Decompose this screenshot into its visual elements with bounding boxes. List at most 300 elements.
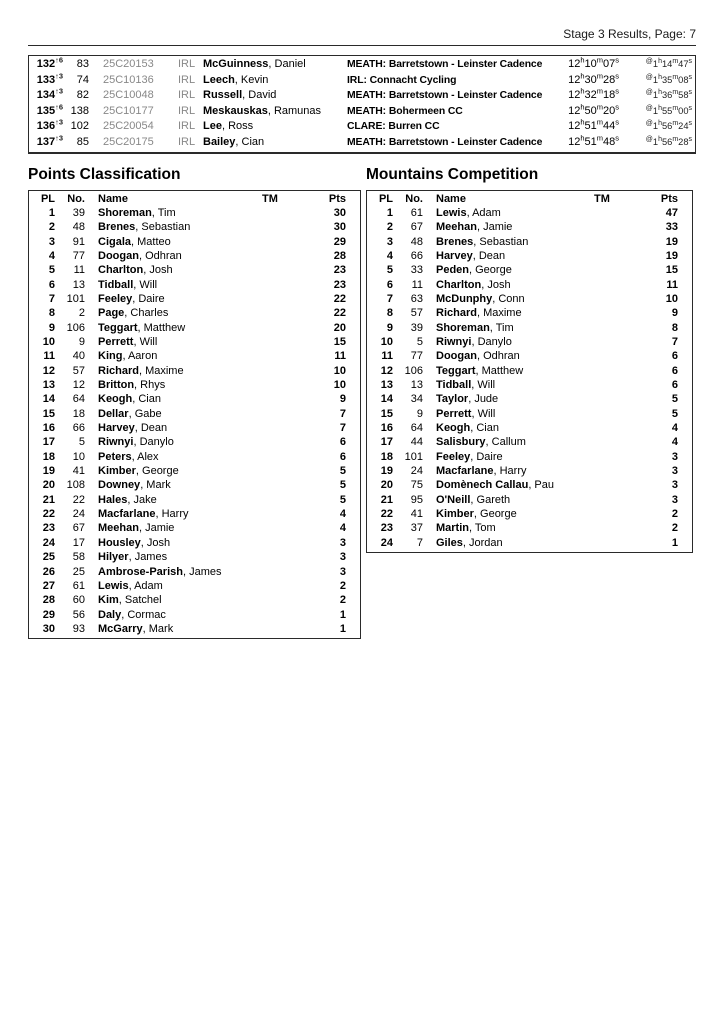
rider-place: $135^{↑6}$ bbox=[36, 102, 63, 117]
points-row bbox=[29, 536, 360, 550]
rider-bib: 83 bbox=[76, 58, 89, 70]
mountains-value: 9 bbox=[671, 307, 678, 320]
mountains-value: 19 bbox=[665, 249, 678, 262]
time-gap: @1$^h$56$^m$28$^s$ bbox=[645, 135, 692, 147]
rider-name: Bailey, Cian bbox=[203, 135, 265, 148]
mountains-team bbox=[594, 493, 646, 507]
points-place: 10 bbox=[42, 336, 55, 348]
points-table-header bbox=[29, 192, 360, 206]
points-team bbox=[262, 550, 314, 564]
points-team bbox=[262, 263, 314, 277]
mountains-value: 5 bbox=[671, 407, 678, 420]
finish-time: 12$^h$10$^m$07$^s$ bbox=[568, 55, 619, 70]
mountains-value: 3 bbox=[671, 479, 678, 492]
mountains-place: 8 bbox=[386, 307, 393, 320]
mountains-place: 18 bbox=[380, 450, 393, 463]
points-bib: 77 bbox=[72, 249, 85, 262]
points-rider-name: Meehan, Jamie bbox=[98, 522, 175, 535]
header-name: Name bbox=[436, 192, 466, 205]
points-bib: 66 bbox=[72, 422, 85, 435]
finish-time: 12$^h$51$^m$48$^s$ bbox=[568, 133, 619, 148]
points-team bbox=[262, 206, 314, 220]
points-place: 24 bbox=[42, 536, 55, 549]
points-bib: 25 bbox=[72, 565, 85, 578]
rider-name: Meskauskas, Ramunas bbox=[203, 104, 322, 117]
points-bib: 22 bbox=[72, 493, 85, 506]
rider-license: 25C10136 bbox=[103, 73, 154, 86]
points-row bbox=[29, 593, 360, 607]
rider-nationality: IRL bbox=[178, 135, 196, 148]
place-change-indicator: ↑6 bbox=[55, 102, 63, 112]
points-value: 28 bbox=[333, 249, 346, 262]
points-value: 11 bbox=[334, 350, 346, 363]
mountains-bib: 95 bbox=[410, 493, 423, 506]
mountains-row bbox=[367, 335, 692, 349]
mountains-row bbox=[367, 435, 692, 449]
mountains-value: 6 bbox=[671, 379, 678, 392]
points-rider-name: Richard, Maxime bbox=[98, 364, 184, 377]
mountains-rider-name: O'Neill, Gareth bbox=[436, 493, 511, 506]
mountains-rider-name: Harvey, Dean bbox=[436, 249, 506, 262]
points-team bbox=[262, 507, 314, 521]
points-place: 1 bbox=[48, 206, 55, 219]
points-rider-name: Perrett, Will bbox=[98, 336, 158, 348]
points-value: 4 bbox=[339, 508, 346, 521]
mountains-row bbox=[367, 421, 692, 435]
stage-result-row bbox=[29, 88, 695, 104]
points-value: 22 bbox=[333, 292, 346, 305]
points-bib: 10 bbox=[72, 450, 85, 463]
points-rider-name: Tidball, Will bbox=[98, 278, 158, 291]
mountains-row bbox=[367, 450, 692, 464]
mountains-rider-name: Domènech Callau, Pau bbox=[436, 479, 554, 492]
header-no: No. bbox=[405, 192, 423, 205]
points-row bbox=[29, 507, 360, 521]
rider-license: 25C20175 bbox=[103, 135, 154, 148]
points-place: 4 bbox=[48, 249, 55, 262]
points-value: 5 bbox=[339, 493, 346, 506]
points-place: 8 bbox=[48, 307, 55, 320]
mountains-team bbox=[594, 478, 646, 492]
points-team bbox=[262, 435, 314, 449]
mountains-team bbox=[594, 306, 646, 320]
mountains-bib: 106 bbox=[404, 364, 423, 377]
rider-bib: 138 bbox=[70, 104, 89, 117]
points-place: 9 bbox=[48, 321, 55, 334]
points-team bbox=[262, 608, 314, 622]
points-value: 1 bbox=[339, 622, 346, 635]
mountains-bib: 44 bbox=[410, 436, 423, 449]
points-value: 10 bbox=[333, 379, 346, 392]
points-bib: 17 bbox=[72, 536, 85, 549]
points-row bbox=[29, 622, 360, 636]
mountains-rider-name: Macfarlane, Harry bbox=[436, 465, 527, 478]
mountains-team bbox=[594, 435, 646, 449]
mountains-row bbox=[367, 306, 692, 320]
rider-team: MEATH: Barretstown - Leinster Cadence bbox=[347, 136, 543, 148]
points-bib: 24 bbox=[72, 508, 85, 521]
mountains-team bbox=[594, 521, 646, 535]
mountains-place: 21 bbox=[380, 493, 393, 506]
points-value: 4 bbox=[339, 522, 346, 535]
mountains-place: 10 bbox=[380, 336, 393, 348]
mountains-value: 3 bbox=[671, 465, 678, 478]
points-value: 7 bbox=[339, 407, 346, 420]
page-header bbox=[28, 0, 696, 46]
mountains-row bbox=[367, 493, 692, 507]
points-bib: 13 bbox=[72, 278, 85, 291]
points-team bbox=[262, 306, 314, 320]
points-rider-name: Kim, Satchel bbox=[98, 594, 162, 607]
points-place: 27 bbox=[42, 579, 55, 592]
rider-place: $133^{↑3}$ bbox=[36, 70, 63, 86]
mountains-value: 4 bbox=[671, 422, 678, 435]
rider-bib: 74 bbox=[76, 73, 89, 86]
points-rider-name: Lewis, Adam bbox=[98, 579, 163, 592]
rider-team: IRL: Connacht Cycling bbox=[347, 74, 457, 86]
rider-nationality: IRL bbox=[178, 89, 196, 102]
points-place: 25 bbox=[42, 551, 55, 564]
mountains-row bbox=[367, 292, 692, 306]
points-rider-name: Daly, Cormac bbox=[98, 608, 166, 621]
mountains-team bbox=[594, 220, 646, 234]
points-bib: 18 bbox=[72, 407, 85, 420]
points-bib: 108 bbox=[66, 479, 85, 492]
place-change-indicator: ↑3 bbox=[55, 117, 63, 127]
mountains-value: 5 bbox=[671, 393, 678, 406]
mountains-place: 6 bbox=[386, 278, 393, 291]
points-value: 6 bbox=[339, 450, 346, 463]
mountains-team bbox=[594, 450, 646, 464]
mountains-row bbox=[367, 378, 692, 392]
place-change-indicator: ↑3 bbox=[55, 70, 63, 80]
mountains-value: 1 bbox=[671, 536, 678, 549]
mountains-rider-name: Shoreman, Tim bbox=[436, 321, 514, 334]
mountains-bib: 34 bbox=[410, 393, 423, 406]
mountains-bib: 77 bbox=[410, 350, 423, 363]
points-value: 15 bbox=[333, 336, 346, 348]
rider-bib: 102 bbox=[70, 120, 89, 133]
points-value: 5 bbox=[339, 479, 346, 492]
mountains-row bbox=[367, 220, 692, 234]
points-classification-title: Points Classification bbox=[28, 165, 181, 183]
mountains-row bbox=[367, 521, 692, 535]
mountains-team bbox=[594, 421, 646, 435]
mountains-bib: 67 bbox=[410, 221, 423, 234]
points-classification-section bbox=[28, 166, 361, 640]
mountains-bib: 61 bbox=[410, 206, 423, 219]
points-bib: 93 bbox=[72, 622, 85, 635]
mountains-team bbox=[594, 235, 646, 249]
points-rider-name: Page, Charles bbox=[98, 307, 169, 320]
points-place: 14 bbox=[42, 393, 55, 406]
points-row bbox=[29, 206, 360, 220]
points-row bbox=[29, 378, 360, 392]
mountains-place: 23 bbox=[380, 522, 393, 535]
points-row bbox=[29, 464, 360, 478]
mountains-rider-name: Riwnyi, Danylo bbox=[436, 336, 512, 348]
rider-name: Russell, David bbox=[203, 89, 277, 102]
mountains-rider-name: Lewis, Adam bbox=[436, 206, 501, 219]
mountains-value: 4 bbox=[671, 436, 678, 449]
points-rider-name: Charlton, Josh bbox=[98, 264, 173, 277]
points-place: 15 bbox=[42, 407, 55, 420]
mountains-bib: 24 bbox=[410, 465, 423, 478]
stage-result-row bbox=[29, 70, 695, 89]
points-bib: 67 bbox=[72, 522, 85, 535]
points-row bbox=[29, 565, 360, 579]
mountains-value: 2 bbox=[671, 522, 678, 535]
points-rider-name: Brenes, Sebastian bbox=[98, 221, 191, 234]
points-row bbox=[29, 550, 360, 564]
mountains-rider-name: Taylor, Jude bbox=[436, 393, 499, 406]
mountains-value: 2 bbox=[671, 508, 678, 521]
points-place: 6 bbox=[48, 278, 55, 291]
finish-time: 12$^h$51$^m$44$^s$ bbox=[568, 117, 619, 133]
mountains-value: 19 bbox=[665, 235, 678, 248]
mountains-row bbox=[367, 407, 692, 421]
points-value: 6 bbox=[339, 436, 346, 449]
points-place: 23 bbox=[42, 522, 55, 535]
mountains-row bbox=[367, 206, 692, 220]
mountains-row bbox=[367, 478, 692, 492]
stage-result-row bbox=[29, 135, 695, 151]
place-change-indicator: ↑3 bbox=[55, 86, 63, 96]
rider-license: 25C10048 bbox=[103, 89, 154, 102]
mountains-bib: 48 bbox=[410, 235, 423, 248]
points-row bbox=[29, 321, 360, 335]
header-tm: TM bbox=[262, 192, 278, 205]
mountains-place: 11 bbox=[381, 350, 393, 363]
points-team bbox=[262, 536, 314, 550]
mountains-place: 5 bbox=[386, 264, 393, 277]
points-bib: 9 bbox=[78, 336, 85, 348]
time-gap: @1$^h$35$^m$08$^s$ bbox=[645, 73, 692, 85]
rider-license: 25C20054 bbox=[103, 120, 154, 133]
mountains-bib: 57 bbox=[410, 307, 423, 320]
rider-name: Lee, Ross bbox=[203, 120, 254, 133]
points-place: 3 bbox=[48, 235, 55, 248]
mountains-bib: 37 bbox=[410, 522, 423, 535]
points-row bbox=[29, 220, 360, 234]
points-row bbox=[29, 421, 360, 435]
points-rider-name: Harvey, Dean bbox=[98, 422, 168, 435]
rider-team: CLARE: Burren CC bbox=[347, 121, 440, 133]
mountains-team bbox=[594, 392, 646, 406]
header-pts: Pts bbox=[660, 192, 678, 205]
points-place: 22 bbox=[42, 508, 55, 521]
rider-place: $134^{↑3}$ bbox=[36, 86, 63, 102]
points-team bbox=[262, 579, 314, 593]
points-team bbox=[262, 278, 314, 292]
points-value: 30 bbox=[333, 206, 346, 219]
mountains-bib: 75 bbox=[410, 479, 423, 492]
points-value: 9 bbox=[339, 393, 346, 406]
mountains-place: 15 bbox=[380, 407, 393, 420]
time-gap: @1$^h$55$^m$00$^s$ bbox=[645, 104, 692, 116]
points-bib: 56 bbox=[72, 608, 85, 621]
points-rider-name: Riwnyi, Danylo bbox=[98, 436, 174, 449]
points-team bbox=[262, 249, 314, 263]
points-team bbox=[262, 593, 314, 607]
points-team bbox=[262, 521, 314, 535]
points-team bbox=[262, 321, 314, 335]
mountains-rider-name: Brenes, Sebastian bbox=[436, 235, 529, 248]
header-pl: PL bbox=[378, 192, 393, 205]
points-row bbox=[29, 521, 360, 535]
points-place: 29 bbox=[42, 608, 55, 621]
rider-bib: 82 bbox=[76, 89, 89, 102]
mountains-rider-name: Meehan, Jamie bbox=[436, 221, 513, 234]
points-place: 13 bbox=[42, 379, 55, 392]
mountains-value: 6 bbox=[671, 364, 678, 377]
mountains-place: 1 bbox=[386, 206, 393, 219]
mountains-place: 13 bbox=[380, 379, 393, 392]
points-rider-name: Feeley, Daire bbox=[98, 292, 165, 305]
points-value: 3 bbox=[339, 551, 346, 564]
finish-time: 12$^h$30$^m$28$^s$ bbox=[568, 70, 619, 86]
mountains-rider-name: Salisbury, Callum bbox=[436, 436, 526, 449]
mountains-rider-name: Peden, George bbox=[436, 264, 512, 277]
points-bib: 101 bbox=[66, 292, 85, 305]
points-rider-name: King, Aaron bbox=[98, 350, 158, 363]
stage-result-row bbox=[29, 57, 695, 73]
mountains-bib: 5 bbox=[416, 336, 423, 348]
mountains-place: 17 bbox=[380, 436, 393, 449]
mountains-rider-name: Teggart, Matthew bbox=[436, 364, 524, 377]
points-place: 26 bbox=[42, 565, 55, 578]
header-name: Name bbox=[98, 192, 128, 205]
place-change-indicator: ↑3 bbox=[55, 133, 63, 143]
points-value: 23 bbox=[333, 278, 346, 291]
points-place: 28 bbox=[42, 594, 55, 607]
points-rider-name: Peters, Alex bbox=[98, 450, 159, 463]
points-bib: 41 bbox=[72, 465, 85, 478]
mountains-row bbox=[367, 536, 692, 550]
rider-name: Leech, Kevin bbox=[203, 73, 269, 86]
mountains-team bbox=[594, 349, 646, 363]
points-row bbox=[29, 263, 360, 277]
place-change-indicator: ↑6 bbox=[55, 55, 63, 65]
mountains-place: 3 bbox=[386, 235, 393, 248]
mountains-place: 19 bbox=[380, 465, 393, 478]
points-bib: 5 bbox=[78, 436, 85, 449]
finish-time: 12$^h$32$^m$18$^s$ bbox=[568, 86, 619, 102]
mountains-row bbox=[367, 321, 692, 335]
points-value: 2 bbox=[339, 579, 346, 592]
points-place: 21 bbox=[42, 493, 55, 506]
mountains-rider-name: Doogan, Odhran bbox=[436, 350, 520, 363]
points-team bbox=[262, 235, 314, 249]
mountains-bib: 9 bbox=[416, 407, 423, 420]
mountains-team bbox=[594, 536, 646, 550]
mountains-value: 3 bbox=[671, 450, 678, 463]
points-place: 16 bbox=[42, 422, 55, 435]
mountains-team bbox=[594, 364, 646, 378]
rider-team: MEATH: Bohermeen CC bbox=[347, 105, 463, 117]
mountains-bib: 7 bbox=[416, 536, 423, 549]
mountains-team bbox=[594, 321, 646, 335]
rider-bib: 85 bbox=[76, 135, 89, 148]
mountains-row bbox=[367, 263, 692, 277]
points-row bbox=[29, 292, 360, 306]
points-rider-name: Macfarlane, Harry bbox=[98, 508, 189, 521]
mountains-bib: 63 bbox=[410, 292, 423, 305]
time-gap: @1$^h$36$^m$58$^s$ bbox=[645, 89, 692, 101]
mountains-place: 12 bbox=[380, 364, 393, 377]
mountains-rider-name: Perrett, Will bbox=[436, 407, 496, 420]
points-value: 30 bbox=[333, 221, 346, 234]
mountains-rider-name: McDunphy, Conn bbox=[436, 292, 525, 305]
stage-result-row bbox=[29, 119, 695, 135]
points-row bbox=[29, 392, 360, 406]
points-bib: 60 bbox=[72, 594, 85, 607]
mountains-team bbox=[594, 292, 646, 306]
mountains-place: 2 bbox=[386, 221, 393, 234]
points-team bbox=[262, 378, 314, 392]
points-row bbox=[29, 249, 360, 263]
points-place: 18 bbox=[42, 450, 55, 463]
points-team bbox=[262, 364, 314, 378]
points-value: 20 bbox=[333, 321, 346, 334]
points-team bbox=[262, 421, 314, 435]
points-value: 5 bbox=[339, 465, 346, 478]
mountains-rider-name: Tidball, Will bbox=[436, 379, 496, 392]
rider-place: $136^{↑3}$ bbox=[36, 117, 63, 133]
mountains-value: 11 bbox=[666, 278, 678, 291]
mountains-table-header bbox=[367, 192, 692, 206]
points-value: 10 bbox=[333, 364, 346, 377]
mountains-rider-name: Kimber, George bbox=[436, 508, 517, 521]
points-rider-name: Shoreman, Tim bbox=[98, 206, 176, 219]
points-row bbox=[29, 493, 360, 507]
mountains-row bbox=[367, 249, 692, 263]
points-rider-name: Hilyer, James bbox=[98, 551, 168, 564]
rider-nationality: IRL bbox=[178, 73, 196, 86]
mountains-place: 4 bbox=[386, 249, 393, 262]
mountains-team bbox=[594, 263, 646, 277]
rider-nationality: IRL bbox=[178, 120, 196, 133]
mountains-team bbox=[594, 206, 646, 220]
points-place: 7 bbox=[48, 292, 55, 305]
mountains-team bbox=[594, 249, 646, 263]
points-team bbox=[262, 220, 314, 234]
mountains-place: 14 bbox=[380, 393, 393, 406]
points-bib: 57 bbox=[72, 364, 85, 377]
mountains-competition-table bbox=[366, 190, 693, 554]
points-row bbox=[29, 306, 360, 320]
mountains-value: 33 bbox=[665, 221, 678, 234]
mountains-place: 9 bbox=[386, 321, 393, 334]
points-bib: 58 bbox=[72, 551, 85, 564]
points-team bbox=[262, 464, 314, 478]
time-gap: @1$^h$14$^m$47$^s$ bbox=[645, 57, 692, 69]
classification-tables bbox=[28, 166, 696, 640]
points-row bbox=[29, 435, 360, 449]
points-value: 7 bbox=[339, 422, 346, 435]
mountains-rider-name: Charlton, Josh bbox=[436, 278, 511, 291]
finish-time: 12$^h$50$^m$20$^s$ bbox=[568, 102, 619, 117]
mountains-row bbox=[367, 235, 692, 249]
points-place: 17 bbox=[42, 436, 55, 449]
mountains-bib: 101 bbox=[404, 450, 423, 463]
mountains-bib: 41 bbox=[410, 508, 423, 521]
points-rider-name: Hales, Jake bbox=[98, 493, 157, 506]
mountains-row bbox=[367, 507, 692, 521]
points-rider-name: Cigala, Matteo bbox=[98, 235, 171, 248]
points-rider-name: Teggart, Matthew bbox=[98, 321, 186, 334]
rider-nationality: IRL bbox=[178, 104, 196, 117]
